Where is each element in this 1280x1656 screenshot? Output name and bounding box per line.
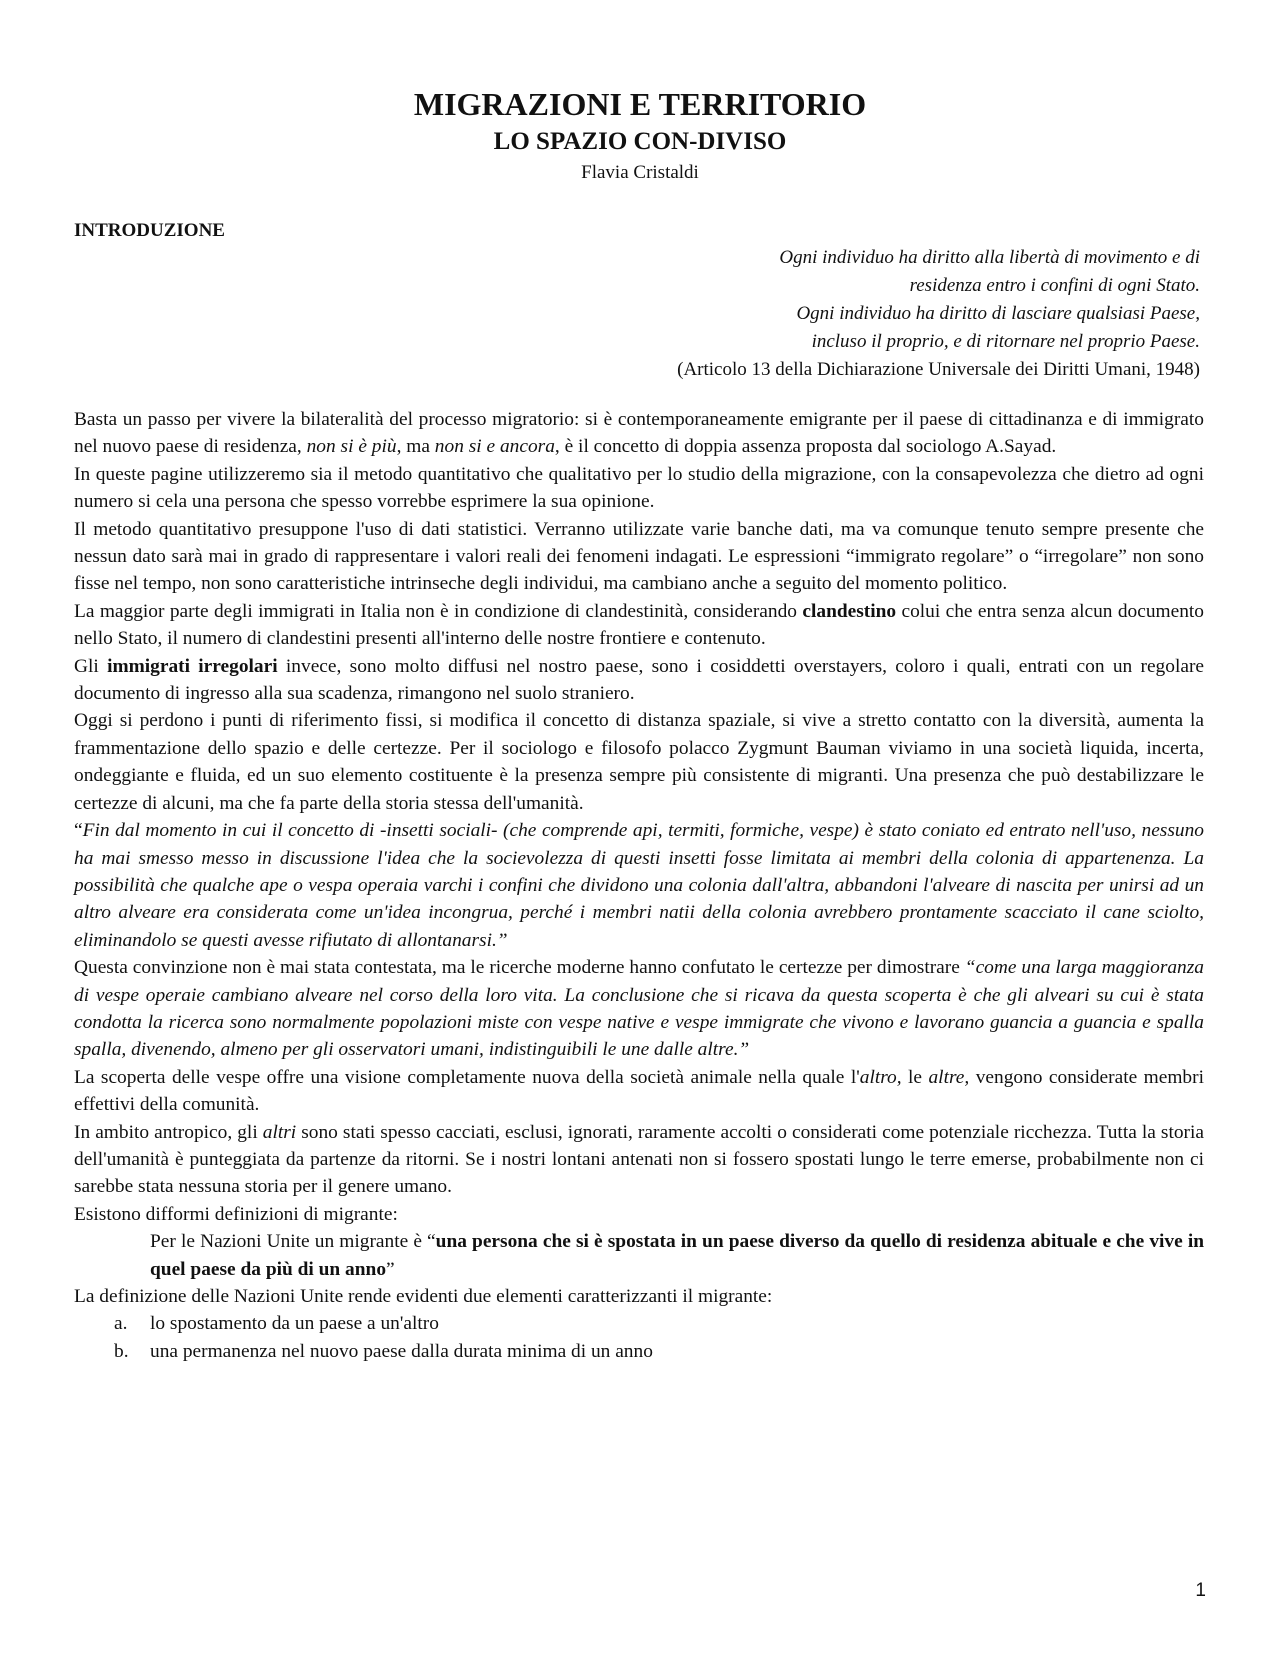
- paragraph: [74, 653, 1204, 708]
- text-span: Per le Nazioni Unite un migrante è “: [150, 1231, 436, 1253]
- list-item-text: lo spostamento da un paese a un'altro: [150, 1313, 439, 1335]
- body-text: [74, 406, 1204, 1365]
- epigraph-line: residenza entro i confini di ogni Stato.: [909, 275, 1200, 296]
- page-number: 1: [1195, 1580, 1206, 1601]
- italic-span: “come una larga maggioranza di vespe operaie cambiano alveare nel corso della loro vita. La conclusione che si ricava da questa scoperta è che gli alveari su cui è stata condotta la ricerca sono normalmente popolazioni miste con vespe native e vespe immigrate che vivono e lavorano guancia a guancia e spalla spalla, divenendo, almeno per gli osservatori umani, indistinguibili le une dalle altre.”: [74, 957, 1204, 1061]
- paragraph: In queste pagine utilizzeremo sia il metodo quantitativo che qualitativo per lo studio della migrazione, con la consapevolezza che dietro ad ogni numero si cela una persona che spesso vorrebbe esprimere la sua opinione.: [74, 463, 1204, 513]
- section-heading: INTRODUZIONE: [74, 220, 225, 241]
- epigraph-line: Ogni individuo ha diritto di lasciare qualsiasi Paese,: [796, 303, 1200, 324]
- author-name: Flavia Cristaldi: [581, 162, 699, 183]
- paragraph: [74, 406, 1204, 461]
- text-span: La scoperta delle vespe offre una visione completamente nuova della società animale nella quale l': [74, 1066, 860, 1088]
- list-marker: a.: [114, 1313, 128, 1335]
- list-marker: b.: [114, 1340, 129, 1362]
- text-span: le: [901, 1066, 929, 1088]
- quote-paragraph: [74, 817, 1204, 954]
- text-span: , è il concetto di doppia assenza proposta dal sociologo A.Sayad.: [554, 436, 1057, 458]
- list-item: [114, 1310, 1204, 1337]
- italic-span: Fin dal momento in cui il concetto di -insetti sociali- (che comprende api, termiti, formiche, vespe) è stato coniato ed entrato nell'uso, nessuno ha mai smesso messo in discussione l'idea che la socievolezza di questi insetti fosse limitata ai membri della colonia di appartenenza. La possibilità che qualche ape o vespa operaia varchi i confini che dividono una colonia dall'altra, abbandoni l'alveare di nascita per unirsi ad un altro alveare era considerata come un'idea incongrua, perché i membri natii della colonia avrebbero prontamente scacciato il cane sciolto, eliminandolo se questi avesse rifiutato di allontanarsi.”: [74, 820, 1204, 951]
- text-span: invece, sono molto diffusi nel nostro paese, sono i cosiddetti overstayers, coloro i quali, entrati con un regolare documento di ingresso alla sua scadenza, rimangono nel suolo straniero.: [74, 655, 1205, 705]
- text-span: La maggior parte degli immigrati in Italia non è in condizione di clandestinità, considerando: [74, 600, 803, 622]
- paragraph: Oggi si perdono i punti di riferimento fissi, si modifica il concetto di distanza spaziale, si vive a stretto contatto con la diversità, aumenta la frammentazione dello spazio e delle certezze. Per il sociologo e filosofo polacco Zygmunt Bauman viviamo in una società liquida, incerta, ondeggiante e fluida, ed un suo elemento costituente è la presenza sempre più consistente di migranti. Una presenza che può destabilizzare le certezze di alcuni, ma che fa parte della storia stessa dell'umanità.: [74, 710, 1204, 814]
- text-span: sono stati spesso cacciati, esclusi, ignorati, raramente accolti o considerati come potenziale ricchezza. Tutta la storia dell'umanità è punteggiata da partenze da ritorni. Se i nostri lontani antenati non si fossero spostati lungo le terre emerse, probabilmente non ci sarebbe stata nessuna storia per il genere umano.: [74, 1121, 1204, 1198]
- epigraph-line: incluso il proprio, e di ritornare nel proprio Paese.: [811, 331, 1200, 352]
- italic-span: non si è più: [306, 436, 397, 458]
- epigraph-line: Ogni individuo ha diritto alla libertà di movimento e di: [779, 247, 1200, 268]
- document-subtitle: LO SPAZIO CON-DIVISO: [493, 128, 787, 155]
- paragraph: La definizione delle Nazioni Unite rende evidenti due elementi caratterizzanti il migrante:: [74, 1286, 773, 1307]
- paragraph: [74, 598, 1204, 653]
- paragraph: Il metodo quantitativo presuppone l'uso di dati statistici. Verranno utilizzate varie banche dati, ma va comunque tenuto sempre presente che nessun dato sarà mai in grado di rappresentare i valori reali dei fenomeni indagati. Le espressioni “immigrato regolare” o “irregolare” non sono fisse nel tempo, non sono caratteristiche intrinseche degli individui, ma cambiano anche a seguito del momento politico.: [74, 518, 1204, 595]
- text-span: In ambito antropico, gli: [74, 1121, 263, 1143]
- document-title: MIGRAZIONI E TERRITORIO: [413, 86, 867, 122]
- text-span: Gli: [74, 655, 108, 677]
- bold-span: una persona che si è spostata in un paese diverso da quello di residenza abituale e che vive in quel paese da più di un anno: [150, 1231, 1204, 1280]
- text-span: colui che entra senza alcun documento nello Stato, il numero di clandestini presenti all'interno delle nostre frontiere e contenuto.: [74, 600, 1204, 650]
- text-span: , ma: [396, 436, 435, 458]
- bold-span: immigrati irregolari: [107, 655, 278, 677]
- paragraph: Esistono difformi definizioni di migrante:: [74, 1203, 398, 1225]
- epigraph-source: (Articolo 13 della Dichiarazione Universale dei Diritti Umani, 1948): [677, 359, 1200, 380]
- italic-span: altre,: [928, 1066, 970, 1088]
- text-span: ”: [386, 1258, 395, 1280]
- list-item-text: una permanenza nel nuovo paese dalla durata minima di un anno: [150, 1340, 653, 1362]
- italic-span: altri: [262, 1121, 297, 1143]
- definition-block: [150, 1228, 1204, 1283]
- list-item: [114, 1338, 1204, 1365]
- bold-span: clandestino: [802, 600, 897, 622]
- paragraph: [74, 954, 1204, 1064]
- italic-span: non si e ancora: [434, 436, 555, 458]
- text-span: vengono considerate membri effettivi della comunità.: [74, 1066, 1204, 1116]
- text-span: Questa convinzione non è mai stata contestata, ma le ricerche moderne hanno confutato le certezze per dimostrare: [74, 957, 965, 979]
- epigraph: [677, 244, 1200, 384]
- paragraph: [74, 1064, 1204, 1119]
- text-span: “: [74, 820, 83, 842]
- criteria-list: [74, 1310, 1204, 1365]
- italic-span: altro,: [859, 1066, 902, 1088]
- paragraph: [74, 1119, 1204, 1201]
- text-span: Basta un passo per vivere la bilateralità del processo migratorio: si è contemporaneamente emigrante per il paese di cittadinanza e di immigrato nel nuovo paese di residenza,: [74, 409, 1204, 458]
